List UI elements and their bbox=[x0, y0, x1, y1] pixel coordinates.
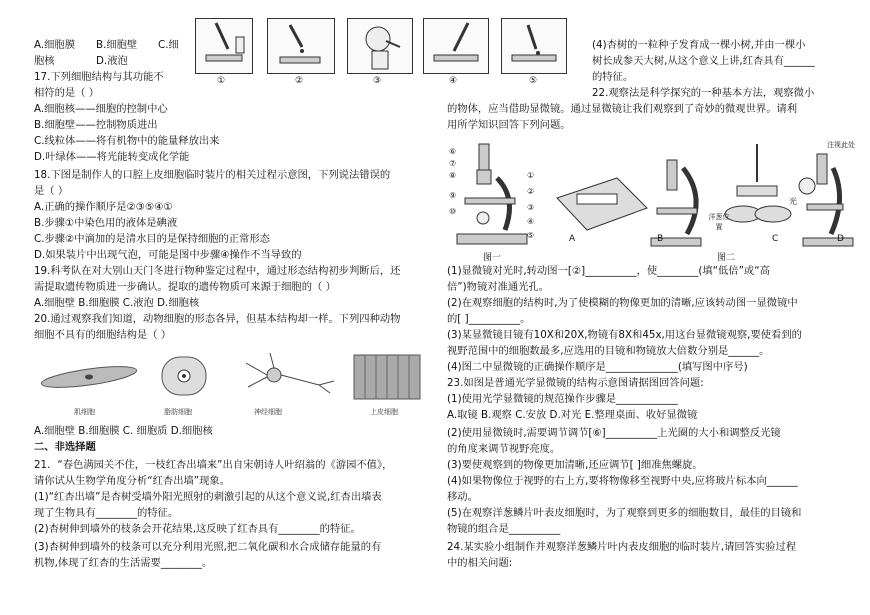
q16-option-c[interactable]: C.细 bbox=[158, 39, 179, 51]
q23-sub5: (5)在观察洋葱鳞片叶表皮细胞时，为了观察到更多的细胞数目，最佳的目镜和 bbox=[447, 507, 802, 519]
svg-text:⑨: ⑨ bbox=[449, 191, 457, 200]
q18-stem: 是（ ） bbox=[34, 185, 69, 197]
annotation-text: 注视此处 bbox=[827, 141, 855, 149]
q22-sub2[interactable]: 的[ ]__________。 bbox=[447, 313, 531, 325]
q20-options[interactable]: A.细胞壁 B.细胞膜 C. 细胞质 D.细胞核 bbox=[34, 425, 213, 437]
q19-stem: 19.科考队在对大别山天门冬进行物种鉴定过程中，通过形态结构初步判断后，还 bbox=[34, 265, 401, 277]
q21-sub1[interactable]: 现了生物具有________的特征。 bbox=[34, 507, 179, 519]
q18-steps-figure bbox=[195, 18, 585, 88]
q22-sub3[interactable]: 视野范围中的细胞数最多,应选用的目镜和物镜放大倍数分别是______。 bbox=[447, 345, 770, 357]
q22-sub4[interactable]: (4)图二中显微镜的正确操作顺序是______________(填写图中序号) bbox=[447, 361, 748, 373]
step-label: ④ bbox=[449, 76, 458, 86]
step-panel bbox=[347, 18, 413, 74]
q21-sub4[interactable]: 树长成参天大树,从这个意义上讲,红杏具有______ bbox=[592, 55, 815, 67]
cell-label: 脂肪细胞 bbox=[164, 408, 192, 416]
q21-sub2[interactable]: (2)杏树伸到墙外的枝条会开花结果,这反映了红杏具有________的特征。 bbox=[34, 523, 361, 535]
cell-label: 上皮细胞 bbox=[370, 408, 398, 416]
q22-sub3: (3)某显微镜目镜有10X和20X,物镜有8X和45x,用这台显微镜观察,要使看到的 bbox=[447, 329, 802, 341]
q23-sub4: 移动。 bbox=[447, 491, 478, 503]
q21-stem: 请你试从生物学角度分析“红杏出墙”现象。 bbox=[34, 475, 231, 487]
q20-stem: 20.通过观察我们知道，动物细胞的形态各异，但基本结构却一样。下列四种动物 bbox=[34, 313, 401, 325]
q18-option-d[interactable]: D.如果装片中出现气泡，可能是图中步骤④操作不当导致的 bbox=[34, 249, 302, 261]
svg-text:⑥: ⑥ bbox=[449, 147, 457, 156]
figure-caption: 图一 bbox=[483, 253, 502, 263]
step-label: ② bbox=[295, 76, 304, 86]
step-panel bbox=[195, 18, 253, 74]
svg-text:②: ② bbox=[527, 187, 535, 196]
section-heading: 二、非选择题 bbox=[34, 441, 96, 453]
svg-text:⑩: ⑩ bbox=[449, 207, 457, 216]
microscope-figures bbox=[447, 138, 857, 263]
q17-stem: 17.下列细胞结构与其功能不 bbox=[34, 71, 164, 83]
svg-text:③: ③ bbox=[527, 203, 535, 212]
q21-sub1: (1)“红杏出墙”是杏树受墙外阳光照射的刺激引起的从这个意义说,红杏出墙表 bbox=[34, 491, 382, 503]
q22-stem: 22.观察法是科学探究的一种基本方法，观察微小 bbox=[592, 87, 815, 99]
q24-stem: 24.某实验小组制作并观察洋葱鳞片叶内表皮细胞的临时装片,请回答实验过程 bbox=[447, 541, 797, 553]
figure-caption: 图二 bbox=[717, 253, 736, 263]
annotation-text: 光 bbox=[789, 197, 797, 206]
q23-sub3[interactable]: (3)要使观察到的物像更加清晰,还应调节[ ]细准焦螺旋。 bbox=[447, 459, 703, 471]
q22-sub1: 倍”)物镜对准通光孔。 bbox=[447, 281, 550, 293]
step-label: ⑤ bbox=[529, 76, 538, 86]
q20-stem: 细胞不具有的细胞结构是（ ） bbox=[34, 329, 172, 341]
q21-sub4: (4)杏树的一粒种子发育成一棵小树,并由一棵小 bbox=[592, 39, 806, 51]
q17-stem: 相符的是（ ） bbox=[34, 87, 100, 99]
q16-option-c-cont: 胞核 bbox=[34, 55, 55, 67]
q21-stem: 21．“春色满园关不住，一枝红杏出墙来”出自宋朝诗人叶绍翁的《游园不值》， bbox=[34, 459, 393, 471]
cell-label: 肌细胞 bbox=[74, 408, 95, 416]
q17-option-b[interactable]: B.细胞壁——控制物质进出 bbox=[34, 119, 158, 131]
q22-stem: 的物体，应当借助显微镜。通过显微镜让我们观察到了奇妙的微观世界。请利 bbox=[447, 103, 798, 115]
step-label: ① bbox=[217, 76, 226, 86]
panel-label: C bbox=[772, 234, 779, 244]
svg-text:④: ④ bbox=[527, 217, 535, 226]
q19-options[interactable]: A.细胞壁 B.细胞膜 C.液泡 D.细胞核 bbox=[34, 297, 200, 309]
panel-label: D bbox=[837, 234, 844, 244]
q22-sub2: (2)在观察细胞的结构时,为了使模糊的物像更加的清晰,应该转动图一显微镜中 bbox=[447, 297, 798, 309]
step-panel bbox=[501, 18, 567, 74]
q16-option-d[interactable]: D.液泡 bbox=[96, 55, 128, 67]
panel-label: B bbox=[657, 234, 664, 244]
step-panel bbox=[423, 18, 489, 74]
svg-text:①: ① bbox=[527, 171, 535, 180]
q23-sub1[interactable]: (1)使用光学显微镜的规范操作步骤是____________ bbox=[447, 393, 678, 405]
q17-option-d[interactable]: D.叶绿体——将光能转变成化学能 bbox=[34, 151, 190, 163]
step-panel bbox=[267, 18, 335, 74]
q18-stem: 18.下图是制作人的口腔上皮细胞临时装片的相关过程示意图，下列说法错误的 bbox=[34, 169, 391, 181]
q23-sub2: 的角度来调节视野亮度。 bbox=[447, 443, 561, 455]
q22-sub1[interactable]: (1)显微镜对光时,转动图一[②]__________，使________(填“低倍”或“高 bbox=[447, 265, 770, 277]
q23-sub2[interactable]: (2)使用显微镜时,需要调节调节[⑥]__________上光圈的大小和调整反光镜 bbox=[447, 427, 781, 439]
q17-option-a[interactable]: A.细胞核——细胞的控制中心 bbox=[34, 103, 168, 115]
animal-cells-figure bbox=[34, 347, 434, 419]
q16-option-a[interactable]: A.细胞膜 bbox=[34, 39, 76, 51]
q19-stem: 需提取遗传物质进一步确认。提取的遗传物质可来源于细胞的（ ） bbox=[34, 281, 336, 293]
cell-label: 神经细胞 bbox=[254, 408, 282, 416]
q24-stem: 中的相关问题: bbox=[447, 557, 513, 569]
q22-stem: 用所学知识回答下列问题。 bbox=[447, 119, 571, 131]
svg-text:⑦: ⑦ bbox=[449, 159, 457, 168]
q16-option-b[interactable]: B.细胞壁 bbox=[96, 39, 138, 51]
panel-label: A bbox=[569, 234, 576, 244]
q21-sub4: 的特征。 bbox=[592, 71, 634, 83]
svg-text:⑧: ⑧ bbox=[449, 171, 457, 180]
annotation-text: 洋葱位置 bbox=[708, 213, 730, 231]
q23-sub5[interactable]: 物镜的组合是__________ bbox=[447, 523, 561, 535]
q23-stem: 23.如图是普通光学显微镜的结构示意图请据图回答问题: bbox=[447, 377, 704, 389]
svg-text:⑤: ⑤ bbox=[527, 231, 535, 240]
q18-option-b[interactable]: B.步骤①中染色用的液体是碘液 bbox=[34, 217, 178, 229]
q18-option-a[interactable]: A.正确的操作顺序是②③⑤④① bbox=[34, 201, 173, 213]
q21-sub3[interactable]: 机物,体现了红杏的生活需要________。 bbox=[34, 557, 213, 569]
q18-option-c[interactable]: C.步骤②中滴加的是清水目的是保持细胞的正常形态 bbox=[34, 233, 270, 245]
step-label: ③ bbox=[373, 76, 382, 86]
q21-sub3: (3)杏树伸到墙外的枝条可以充分利用光照,把二氧化碳和水合成储存能量的有 bbox=[34, 541, 382, 553]
q17-option-c[interactable]: C.线粒体——将有机物中的能量释放出来 bbox=[34, 135, 220, 147]
q23-sub4[interactable]: (4)如果物像位于视野的右上方,要将物像移至视野中央,应将玻片标本向______ bbox=[447, 475, 798, 487]
q23-sub1-options: A.取镜 B.观察 C.安放 D.对光 E.整理桌面、收好显微镜 bbox=[447, 409, 698, 421]
